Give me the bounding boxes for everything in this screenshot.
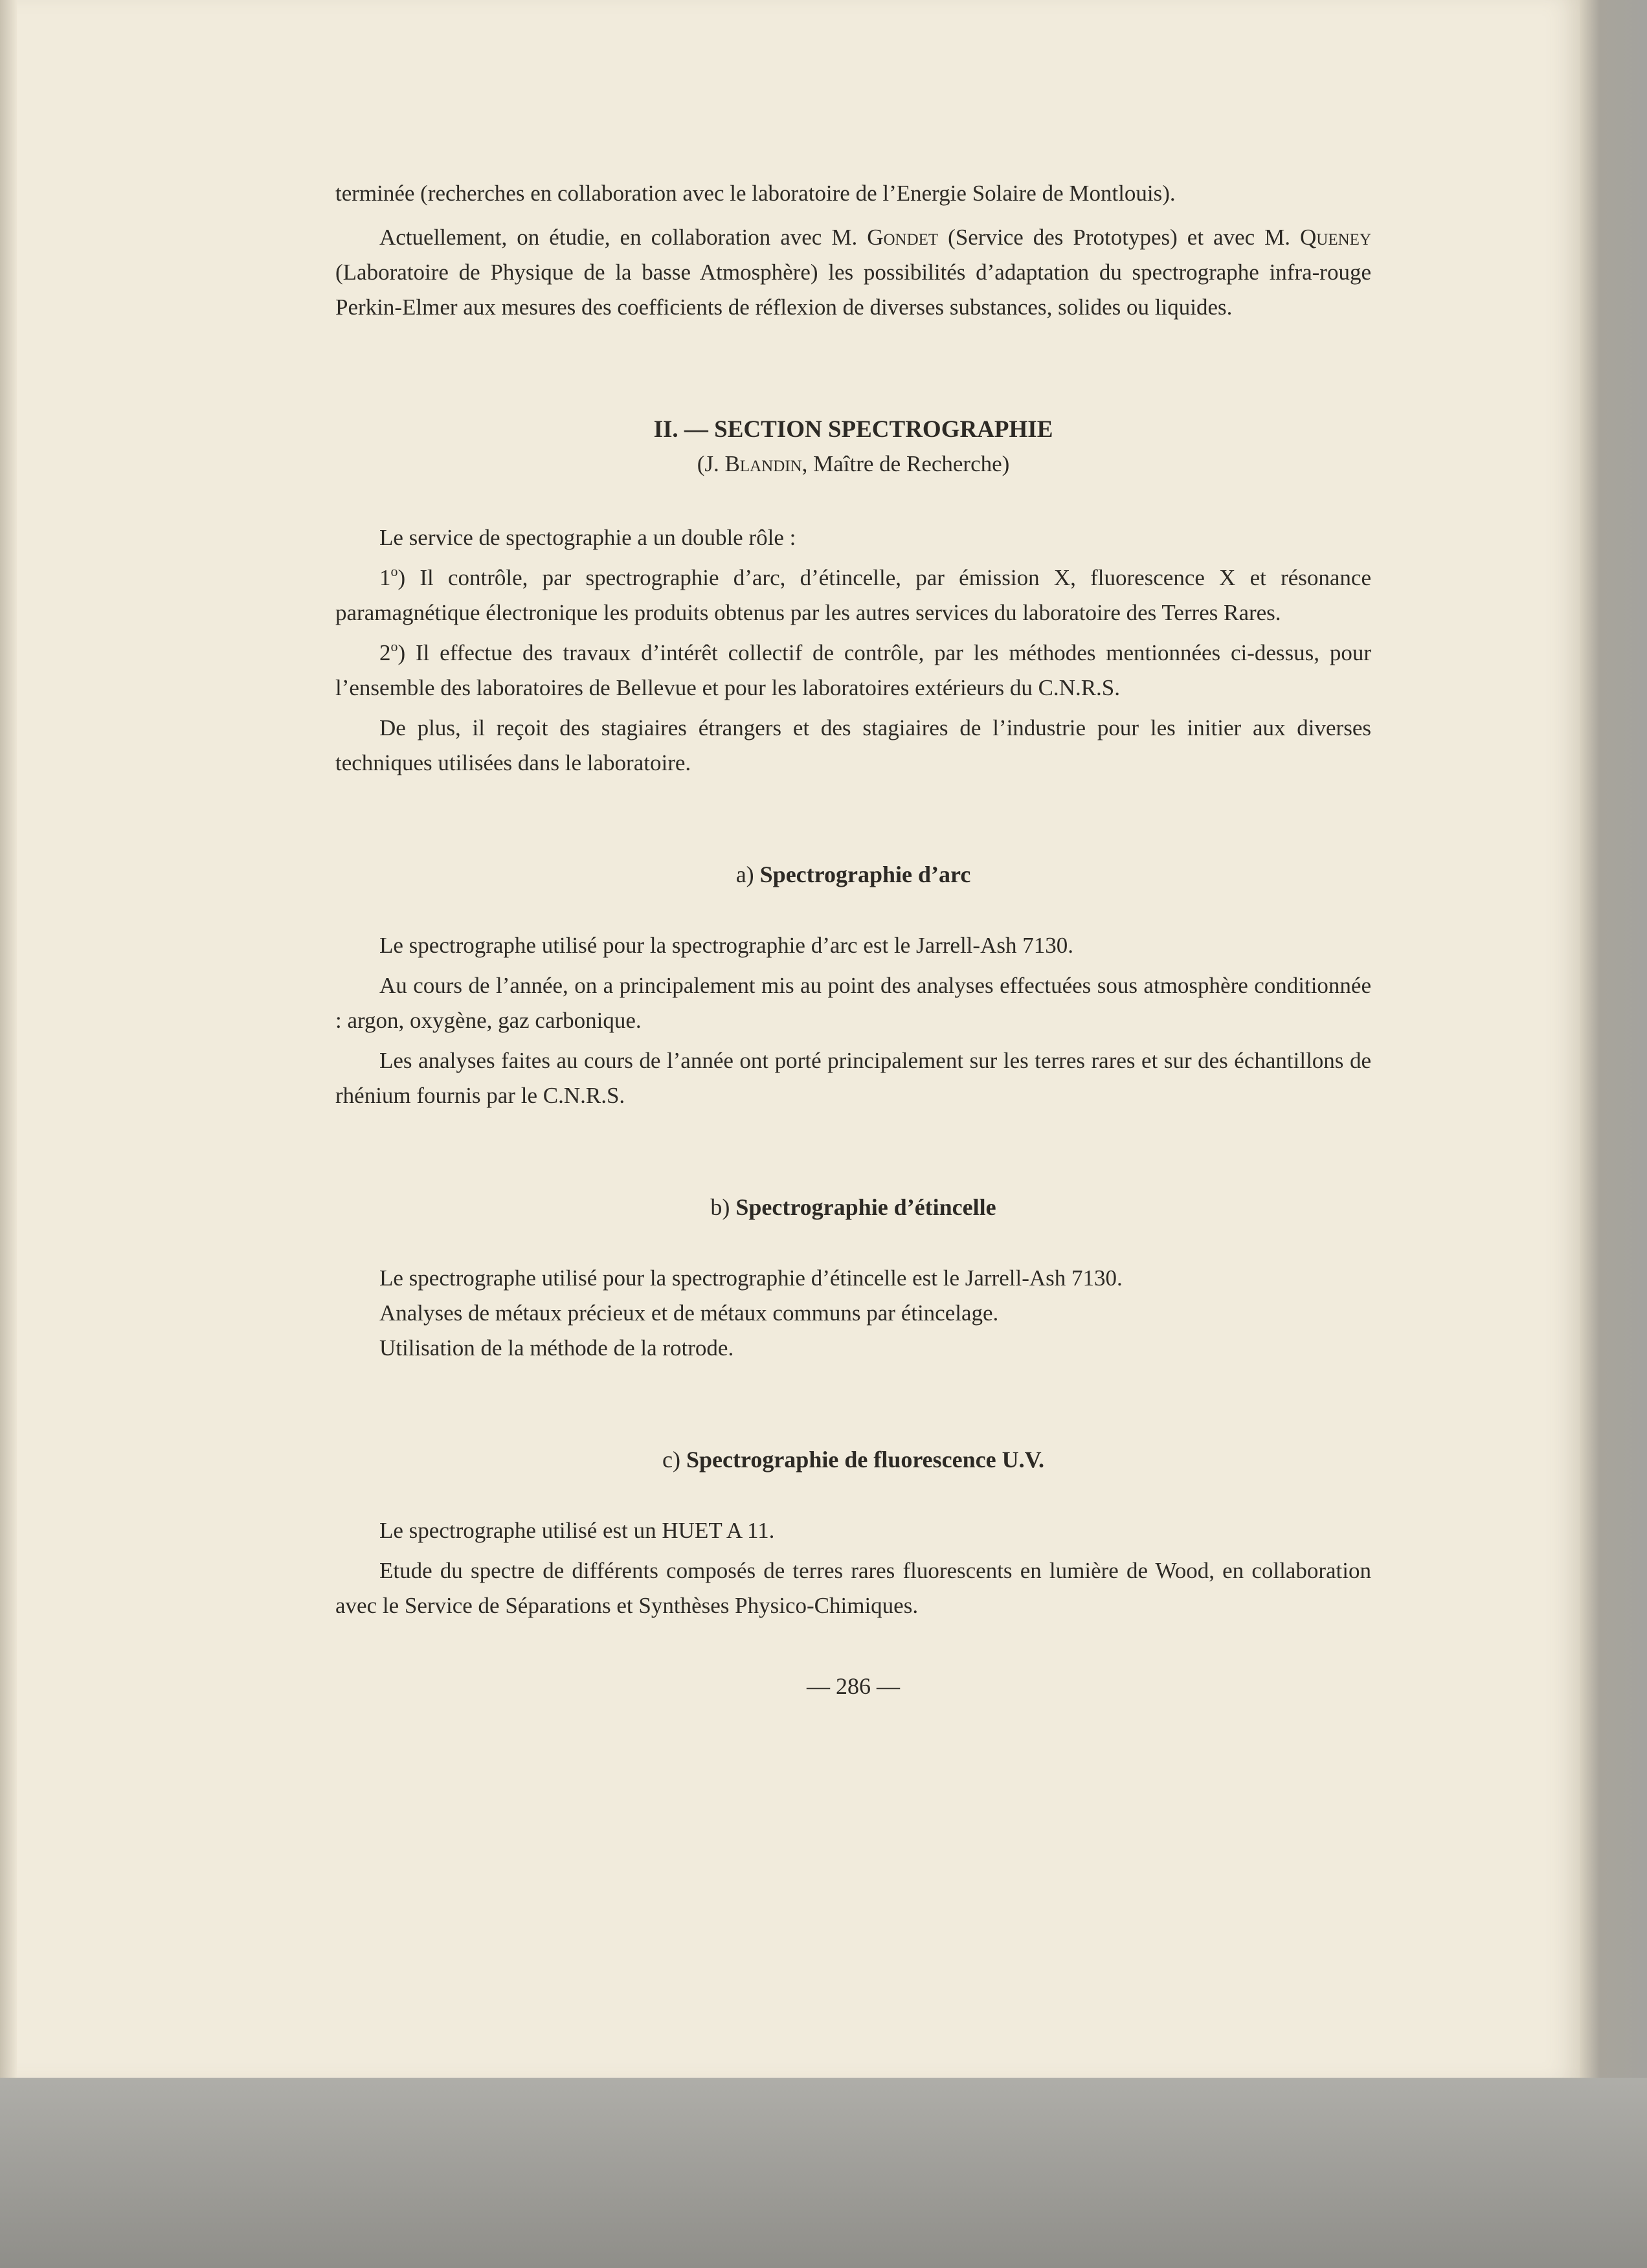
page-binding-edge bbox=[0, 0, 17, 2078]
scanner-background bbox=[0, 2058, 1647, 2268]
person-name-blandin: Blandin bbox=[724, 451, 802, 476]
section-paragraph-4: De plus, il reçoit des stagiaires étrangers et des stagiaires de l’industrie pour les initier aux diverses techniques utilisées dans le laboratoire. bbox=[335, 715, 1371, 775]
intro-paragraph-2-text-b: (Service des Prototypes) et avec M. bbox=[938, 225, 1301, 250]
spark-paragraph-1: Le spectrographe utilisé pour la spectrographie d’étincelle est le Jarrell-Ash 7130. bbox=[379, 1265, 1123, 1291]
subsection-heading-arc bbox=[335, 857, 1371, 892]
spark-paragraph-3: Utilisation de la méthode de la rotrode. bbox=[379, 1335, 734, 1361]
page-content bbox=[335, 176, 1371, 1704]
subsection-label-c: c) bbox=[662, 1447, 687, 1473]
list-number-1: 1 bbox=[379, 565, 391, 590]
intro-paragraph-1: terminée (recherches en collaboration avec le laboratoire de l’Energie Solaire de Montlouis). bbox=[335, 181, 1176, 206]
arc-paragraph-2: Au cours de l’année, on a principalement mis au point des analyses effectuées sous atmosphère conditionnée : argon, oxygène, gaz carbonique. bbox=[335, 973, 1371, 1033]
page-number: — 286 — bbox=[807, 1673, 900, 1699]
subsection-title-spark: Spectrographie d’étincelle bbox=[735, 1194, 996, 1220]
section-paragraph-2-text: ) Il contrôle, par spectrographie d’arc, d’étincelle, par émission X, fluorescence X et résonance paramagnétique électronique les produits obtenus par les autres services du laboratoire des Terres Rares. bbox=[335, 565, 1371, 625]
subsection-title-arc: Spectrographie d’arc bbox=[759, 862, 971, 887]
ordinal-superscript-2: o bbox=[390, 638, 398, 654]
spark-paragraph-2: Analyses de métaux précieux et de métaux communs par étincelage. bbox=[379, 1300, 999, 1326]
fluorescence-paragraph-2: Etude du spectre de différents composés de terres rares fluorescents en lumière de Wood, en collaboration avec le Service de Séparations et Synthèses Physico-Chimiques. bbox=[335, 1558, 1371, 1618]
list-number-2: 2 bbox=[379, 640, 391, 665]
intro-paragraph-2-text-a: Actuellement, on étudie, en collaboration avec M. bbox=[379, 225, 868, 250]
arc-paragraph-3: Les analyses faites au cours de l’année ont porté principalement sur les terres rares et sur des échantillons de rhénium fournis par le C.N.R.S. bbox=[335, 1048, 1371, 1108]
section-subtitle-text-a: (J. bbox=[697, 451, 725, 476]
person-name-gondet: Gondet bbox=[867, 225, 939, 250]
subsection-title-fluorescence: Spectrographie de fluorescence U.V. bbox=[686, 1447, 1044, 1473]
subsection-heading-spark bbox=[335, 1190, 1371, 1225]
arc-paragraph-1: Le spectrographe utilisé pour la spectrographie d’arc est le Jarrell-Ash 7130. bbox=[379, 933, 1073, 958]
person-name-queney: Queney bbox=[1300, 225, 1371, 250]
subsection-heading-fluorescence bbox=[335, 1442, 1371, 1477]
ordinal-superscript-1: o bbox=[390, 563, 398, 579]
section-paragraph-1: Le service de spectographie a un double rôle : bbox=[379, 525, 796, 550]
section-paragraph-3 bbox=[335, 636, 1371, 706]
section-subtitle bbox=[335, 447, 1371, 482]
section-title: II. — SECTION SPECTROGRAPHIE bbox=[653, 416, 1053, 443]
intro-paragraph-2 bbox=[335, 220, 1371, 325]
subsection-label-b: b) bbox=[710, 1194, 736, 1220]
intro-paragraph-2-text-c: (Laboratoire de Physique de la basse Atmosphère) les possibilités d’adaptation du spectrographe infra-rouge Perkin-Elmer aux mesures des coefficients de réflexion de diverses substances, solides ou liquides. bbox=[335, 260, 1371, 320]
subsection-label-a: a) bbox=[735, 862, 760, 887]
page-right-edge bbox=[1580, 0, 1647, 2078]
fluorescence-paragraph-1: Le spectrographe utilisé est un HUET A 11. bbox=[379, 1518, 775, 1543]
section-subtitle-text-b: , Maître de Recherche) bbox=[801, 451, 1010, 476]
section-paragraph-2 bbox=[335, 561, 1371, 630]
section-paragraph-3-text: ) Il effectue des travaux d’intérêt collectif de contrôle, par les méthodes mentionnées ci-dessus, pour l’ensemble des laboratoires de Bellevue et pour les laboratoires extérieurs du C.N.R.S. bbox=[335, 640, 1371, 700]
